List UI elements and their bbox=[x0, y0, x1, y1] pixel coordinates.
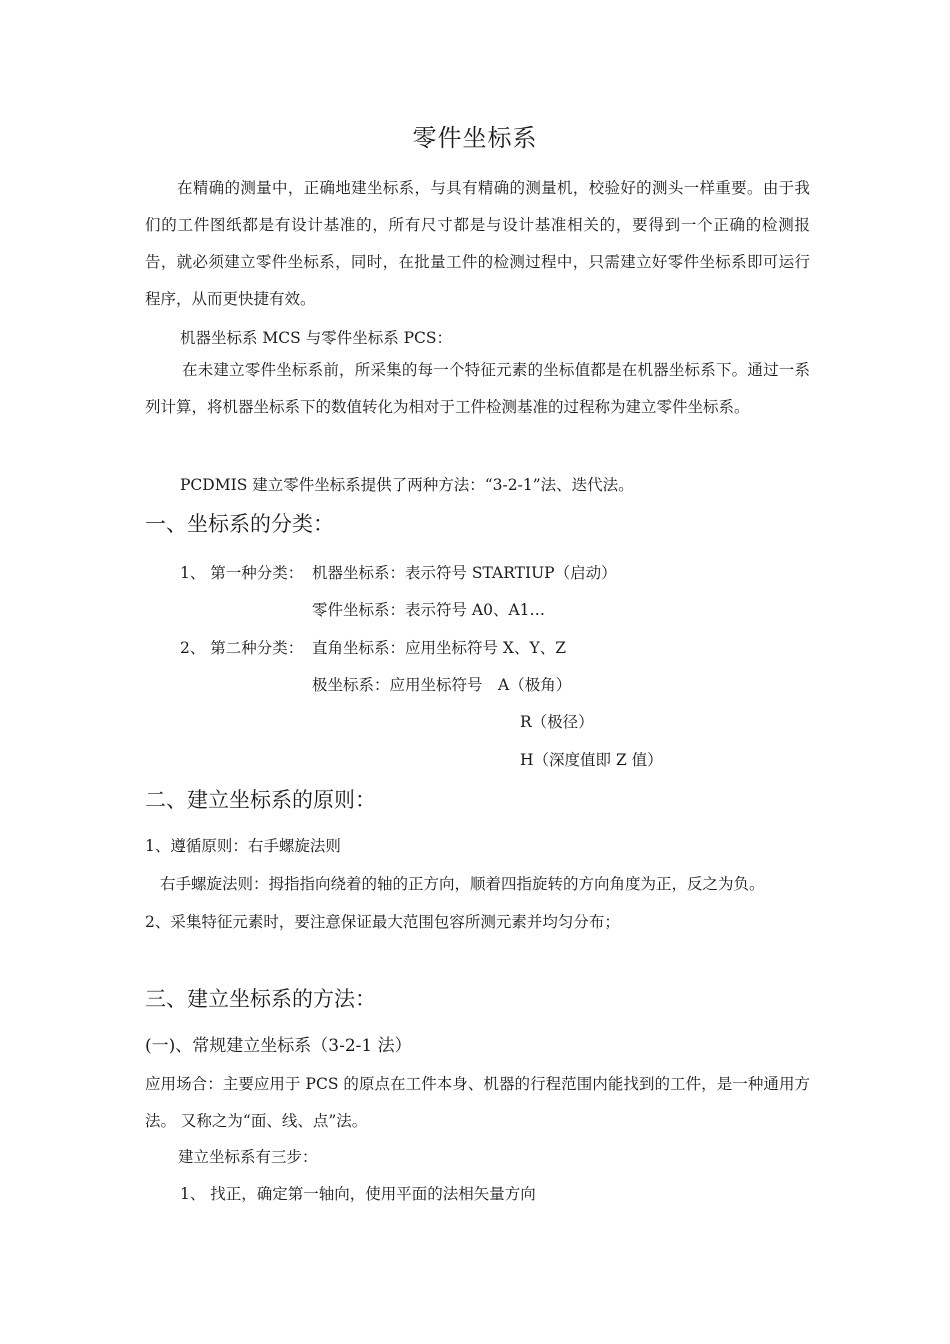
polar-coordinate-system: 极坐标系：应用坐标符号 A（极角） bbox=[312, 676, 572, 694]
rule-1: 1、遵循原则：右手螺旋法则 bbox=[145, 837, 341, 855]
mcs-pcs-heading: 机器坐标系 MCS 与零件坐标系 PCS： bbox=[180, 329, 453, 347]
classification-2-label: 2、 第二种分类： bbox=[180, 639, 304, 657]
polar-depth: H（深度值即 Z 值） bbox=[520, 751, 663, 769]
polar-radius: R（极径） bbox=[520, 713, 594, 731]
section1-heading: 一、坐标系的分类： bbox=[145, 512, 334, 536]
rule-1-description: 右手螺旋法则：拇指指向绕着的轴的正方向，顺着四指旋转的方向角度为正，反之为负。 bbox=[160, 875, 765, 893]
application-paragraph: 应用场合：主要应用于 PCS 的原点在工件本身、机器的行程范围内能找到的工件，是一种通用方法。 又称之为“面、线、点”法。 bbox=[145, 1075, 810, 1130]
steps-intro: 建立坐标系有三步： bbox=[178, 1148, 318, 1166]
step-1: 1、 找正，确定第一轴向，使用平面的法相矢量方向 bbox=[180, 1185, 536, 1203]
rule-2: 2、采集特征元素时，要注意保证最大范围包容所测元素并均匀分布； bbox=[145, 913, 620, 931]
section3-subheading: (一)、常规建立坐标系（3-2-1 法） bbox=[145, 1036, 412, 1056]
pcdmis-methods-text: PCDMIS 建立零件坐标系提供了两种方法：“3-2-1”法、迭代法。 bbox=[180, 476, 634, 494]
section3-heading: 三、建立坐标系的方法： bbox=[145, 987, 376, 1011]
document-title: 零件坐标系 bbox=[412, 124, 538, 152]
section2-heading: 二、建立坐标系的原则： bbox=[145, 788, 376, 812]
machine-coordinate-system: 机器坐标系：表示符号 STARTIUP（启动） bbox=[312, 564, 617, 582]
intro-paragraph: 在精确的测量中，正确地建坐标系，与具有精确的测量机，校验好的测头一样重要。由于我们的工件图纸都是有设计基准的，所有尺寸都是与设计基准相关的，要得到一个正确的检测报告，就必须建立零件坐标系，同时，在批量工件的检测过程中，只需建立好零件坐标系即可运行程序，从而更快捷有效。 bbox=[145, 179, 810, 308]
classification-1-label: 1、 第一种分类： bbox=[180, 564, 304, 582]
mcs-pcs-paragraph: 在未建立零件坐标系前，所采集的每一个特征元素的坐标值都是在机器坐标系下。通过一系列计算，将机器坐标系下的数值转化为相对于工件检测基准的过程称为建立零件坐标系。 bbox=[145, 361, 810, 416]
part-coordinate-system: 零件坐标系：表示符号 A0、A1… bbox=[312, 601, 546, 619]
cartesian-coordinate-system: 直角坐标系：应用坐标符号 X、Y、Z bbox=[312, 639, 566, 657]
